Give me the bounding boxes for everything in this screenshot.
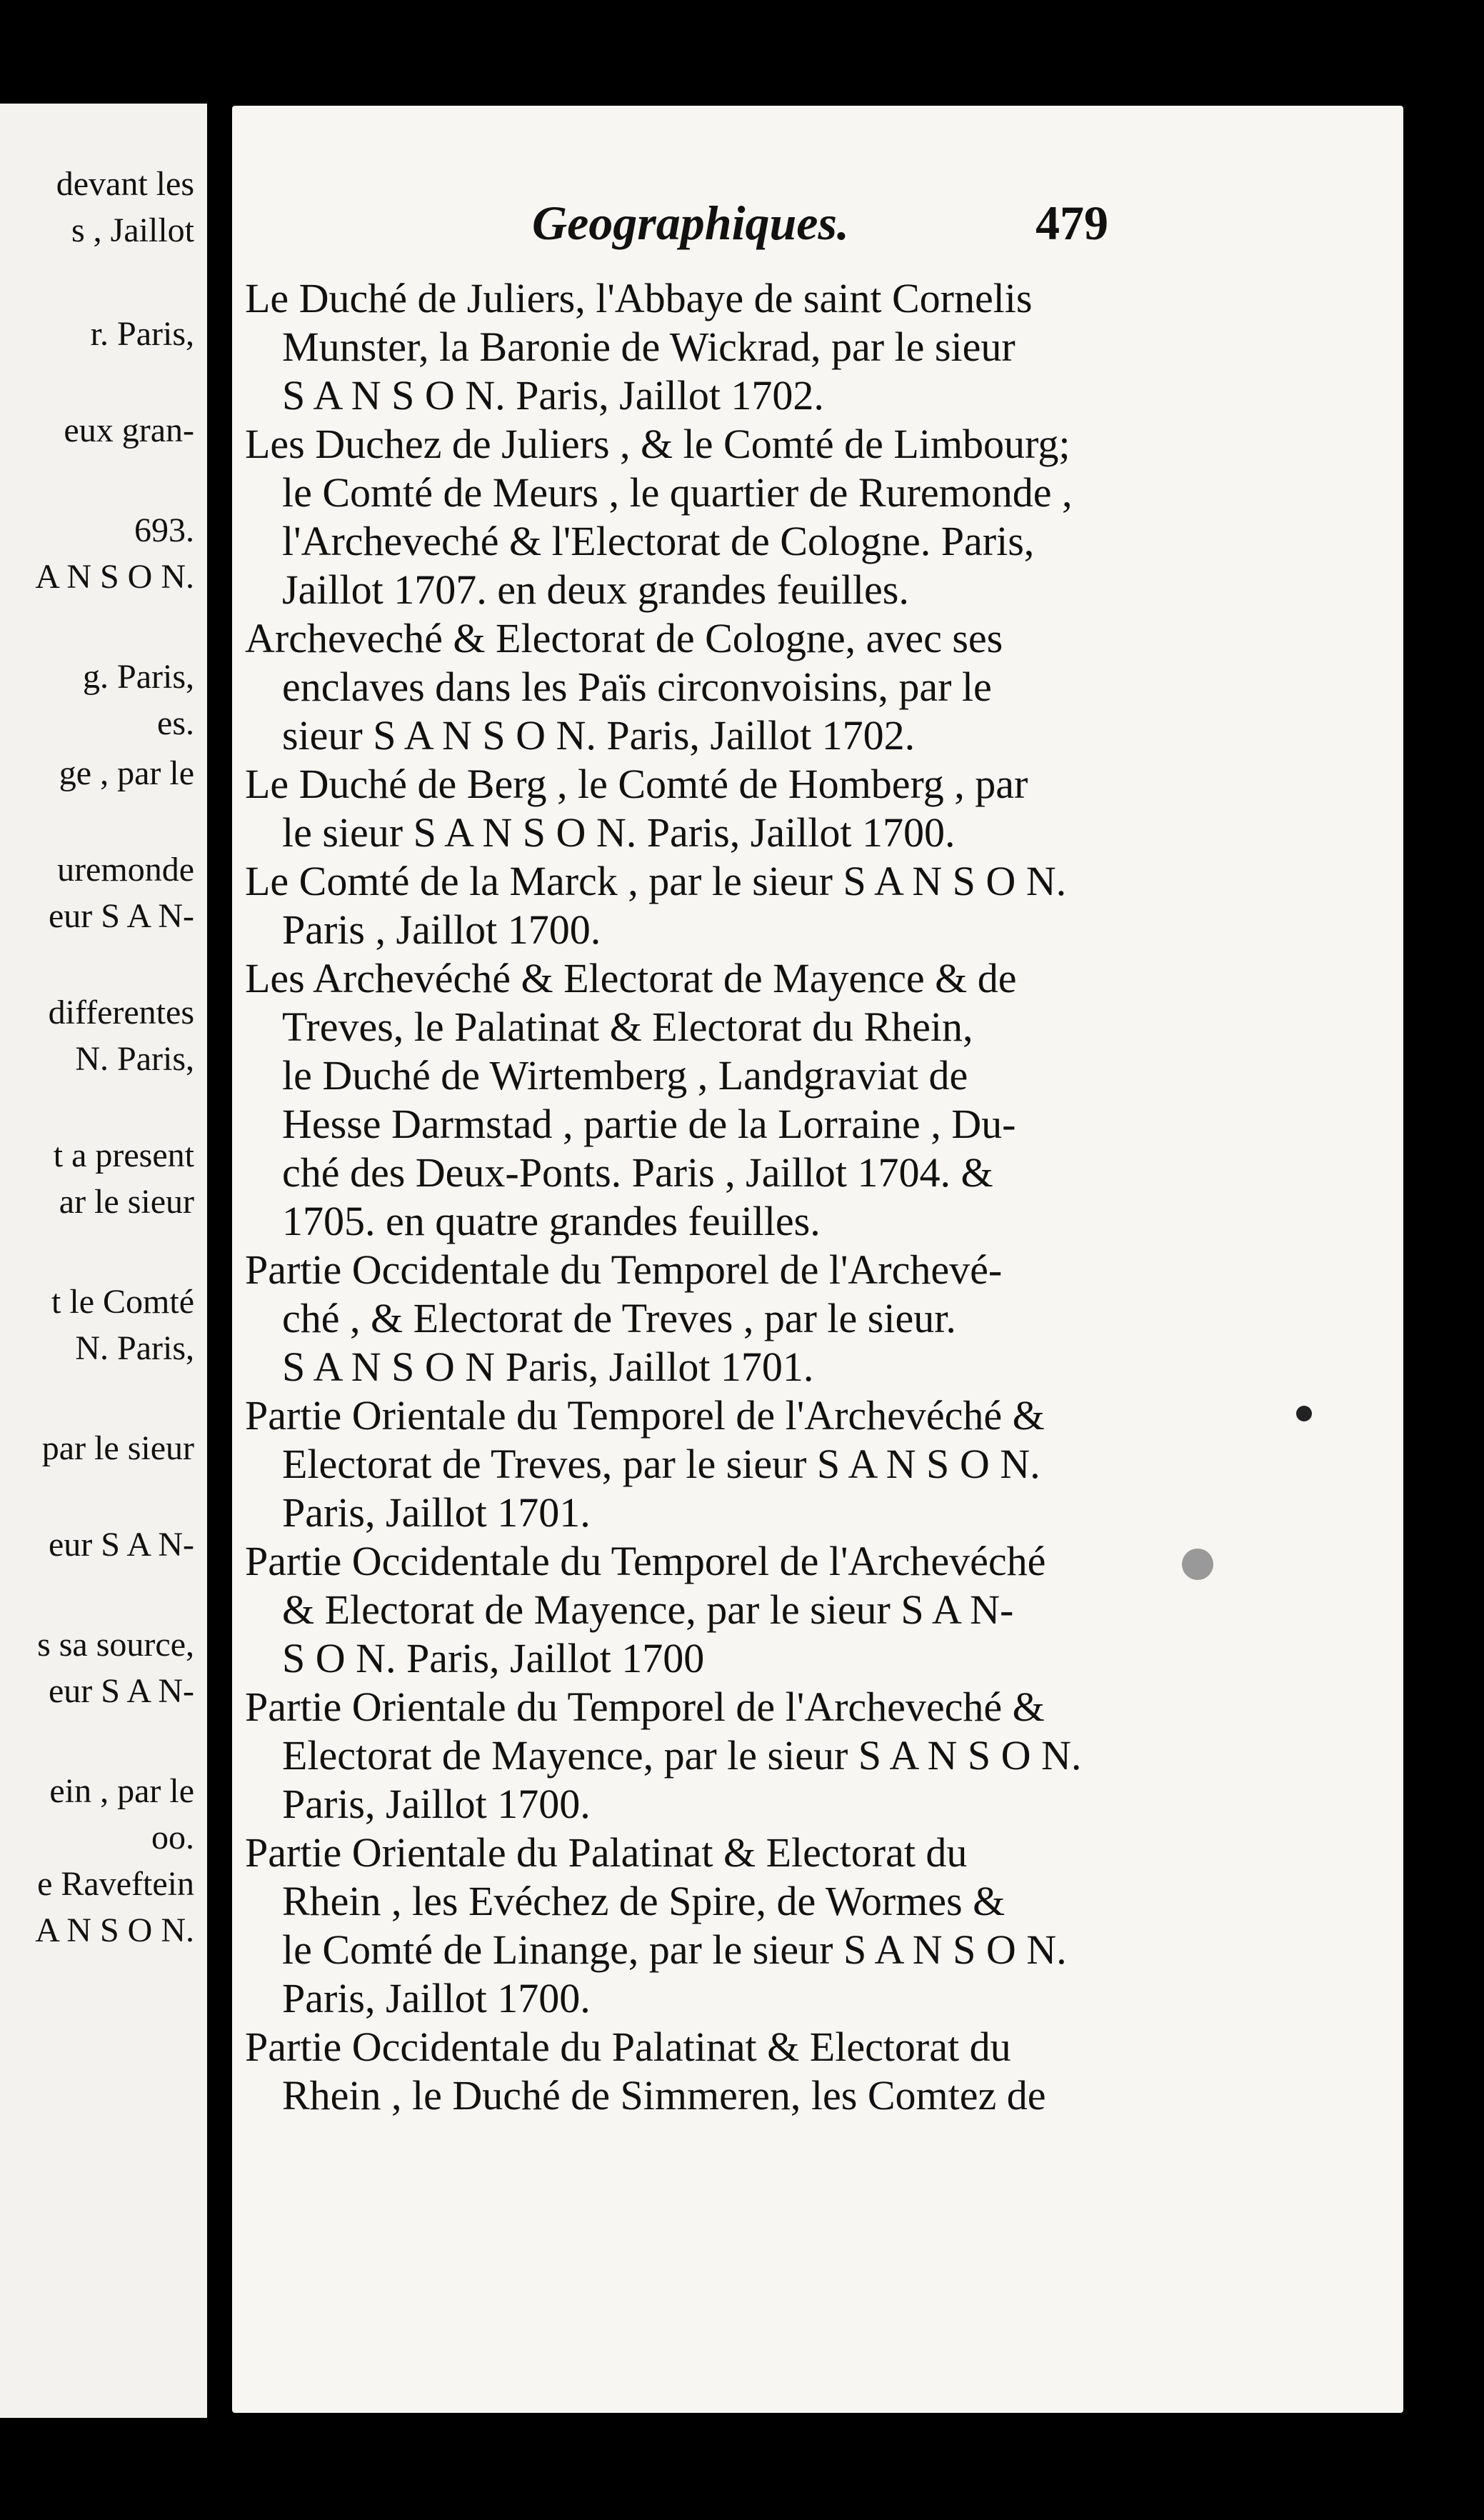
entry-first-line: Partie Orientale du Palatinat & Electorat du bbox=[245, 1829, 968, 1876]
page-number: 479 bbox=[1036, 196, 1108, 250]
left-page-line: s , Jaillot bbox=[71, 211, 194, 249]
entry-continuation-line: le sieur S A N S O N. Paris, Jaillot 1700. bbox=[282, 809, 956, 856]
entry-continuation-line: S A N S O N Paris, Jaillot 1701. bbox=[282, 1344, 814, 1390]
entry-continuation-line: & Electorat de Mayence, par le sieur S A N- bbox=[282, 1586, 1014, 1633]
entry-continuation-line: Paris, Jaillot 1701. bbox=[282, 1489, 591, 1536]
entry-first-line: Partie Occidentale du Temporel de l'Archevéché bbox=[245, 1538, 1046, 1584]
entry-continuation-line: Jaillot 1707. en deux grandes feuilles. bbox=[282, 566, 909, 613]
entry-first-line: Les Duchez de Juliers , & le Comté de Limbourg; bbox=[245, 421, 1071, 467]
page-header bbox=[232, 188, 1403, 266]
entry-continuation-line: S A N S O N. Paris, Jaillot 1702. bbox=[282, 372, 824, 419]
left-page-line: ge , par le bbox=[59, 754, 194, 792]
entry-continuation-line: le Comté de Meurs , le quartier de Ruremonde , bbox=[282, 469, 1073, 516]
left-page-line: g. Paris, bbox=[83, 658, 194, 696]
entry-continuation-line: le Comté de Linange, par le sieur S A N S O N. bbox=[282, 1926, 1067, 1973]
entry-continuation-line: enclaves dans les Païs circonvoisins, par le bbox=[282, 664, 992, 710]
left-page-line: eur S A N- bbox=[49, 897, 194, 935]
entry-continuation-line: Electorat de Treves, par le sieur S A N S O N. bbox=[282, 1441, 1041, 1487]
entry-first-line: Archeveché & Electorat de Cologne, avec ses bbox=[245, 615, 1003, 661]
left-page-line: A N S O N. bbox=[35, 1911, 194, 1949]
left-page-line: eux gran- bbox=[64, 411, 194, 449]
left-page-line: devant les bbox=[56, 165, 194, 203]
left-page-fragment bbox=[0, 104, 207, 2418]
left-page-line: eur S A N- bbox=[49, 1672, 194, 1710]
left-page-line: 693. bbox=[134, 511, 194, 549]
left-page-line: N. Paris, bbox=[75, 1329, 194, 1367]
entry-first-line: Partie Orientale du Temporel de l'Archevéché & bbox=[245, 1392, 1045, 1439]
left-page-line: oo. bbox=[151, 1819, 194, 1856]
entry-continuation-line: ché des Deux-Ponts. Paris , Jaillot 1704. & bbox=[282, 1149, 993, 1196]
entry-continuation-line: ché , & Electorat de Treves , par le sieur. bbox=[282, 1295, 956, 1341]
entry-continuation-line: Munster, la Baronie de Wickrad, par le sieur bbox=[282, 324, 1016, 370]
ink-spot bbox=[1296, 1406, 1312, 1421]
entry-continuation-line: Electorat de Mayence, par le sieur S A N S O N. bbox=[282, 1732, 1082, 1779]
left-page-line: uremonde bbox=[57, 851, 194, 889]
left-page-line: r. Paris, bbox=[90, 315, 194, 353]
left-page-line: e Raveftein bbox=[37, 1865, 194, 1903]
running-head: Geographiques. bbox=[532, 196, 849, 250]
entry-continuation-line: Paris, Jaillot 1700. bbox=[282, 1975, 591, 2021]
entry-continuation-line: Paris , Jaillot 1700. bbox=[282, 906, 601, 953]
entry-first-line: Le Duché de Juliers, l'Abbaye de saint Cornelis bbox=[245, 275, 1033, 321]
entry-continuation-line: l'Archeveché & l'Electorat de Cologne. Paris, bbox=[282, 518, 1035, 564]
left-page-line: differentes bbox=[48, 994, 194, 1031]
entry-continuation-line: Treves, le Palatinat & Electorat du Rhein, bbox=[282, 1004, 973, 1050]
entry-continuation-line: S O N. Paris, Jaillot 1700 bbox=[282, 1635, 705, 1681]
left-page-line: eur S A N- bbox=[49, 1526, 194, 1564]
left-page-line: es. bbox=[157, 704, 194, 742]
main-page bbox=[232, 106, 1403, 2413]
entry-continuation-line: Hesse Darmstad , partie de la Lorraine , Du- bbox=[282, 1101, 1016, 1147]
entry-first-line: Le Comté de la Marck , par le sieur S A N S O N. bbox=[245, 858, 1067, 904]
entry-continuation-line: 1705. en quatre grandes feuilles. bbox=[282, 1198, 821, 1244]
left-page-line: A N S O N. bbox=[35, 558, 194, 596]
left-page-line: par le sieur bbox=[41, 1429, 194, 1467]
entry-first-line: Partie Occidentale du Temporel de l'Archevé- bbox=[245, 1246, 1003, 1293]
entry-continuation-line: le Duché de Wirtemberg , Landgraviat de bbox=[282, 1052, 968, 1099]
entry-first-line: Partie Orientale du Temporel de l'Archeveché & bbox=[245, 1684, 1045, 1730]
entry-continuation-line: Paris, Jaillot 1700. bbox=[282, 1781, 591, 1827]
left-page-line: s sa source, bbox=[37, 1626, 194, 1664]
entry-continuation-line: Rhein , les Evéchez de Spire, de Wormes & bbox=[282, 1878, 1006, 1924]
left-page-line: N. Paris, bbox=[75, 1040, 194, 1078]
left-page-line: ar le sieur bbox=[59, 1183, 194, 1221]
left-page-line: t a present bbox=[53, 1136, 194, 1174]
entry-first-line: Les Archevéché & Electorat de Mayence & de bbox=[245, 955, 1017, 1001]
entry-continuation-line: sieur S A N S O N. Paris, Jaillot 1702. bbox=[282, 712, 916, 759]
left-page-line: ein , par le bbox=[49, 1772, 194, 1810]
entry-first-line: Partie Occidentale du Palatinat & Electorat du bbox=[245, 2024, 1011, 2070]
left-page-line: t le Comté bbox=[51, 1283, 194, 1321]
entry-continuation-line: Rhein , le Duché de Simmeren, les Comtez de bbox=[282, 2072, 1046, 2119]
entry-first-line: Le Duché de Berg , le Comté de Homberg , par bbox=[245, 761, 1028, 807]
ink-spot bbox=[1182, 1549, 1213, 1580]
